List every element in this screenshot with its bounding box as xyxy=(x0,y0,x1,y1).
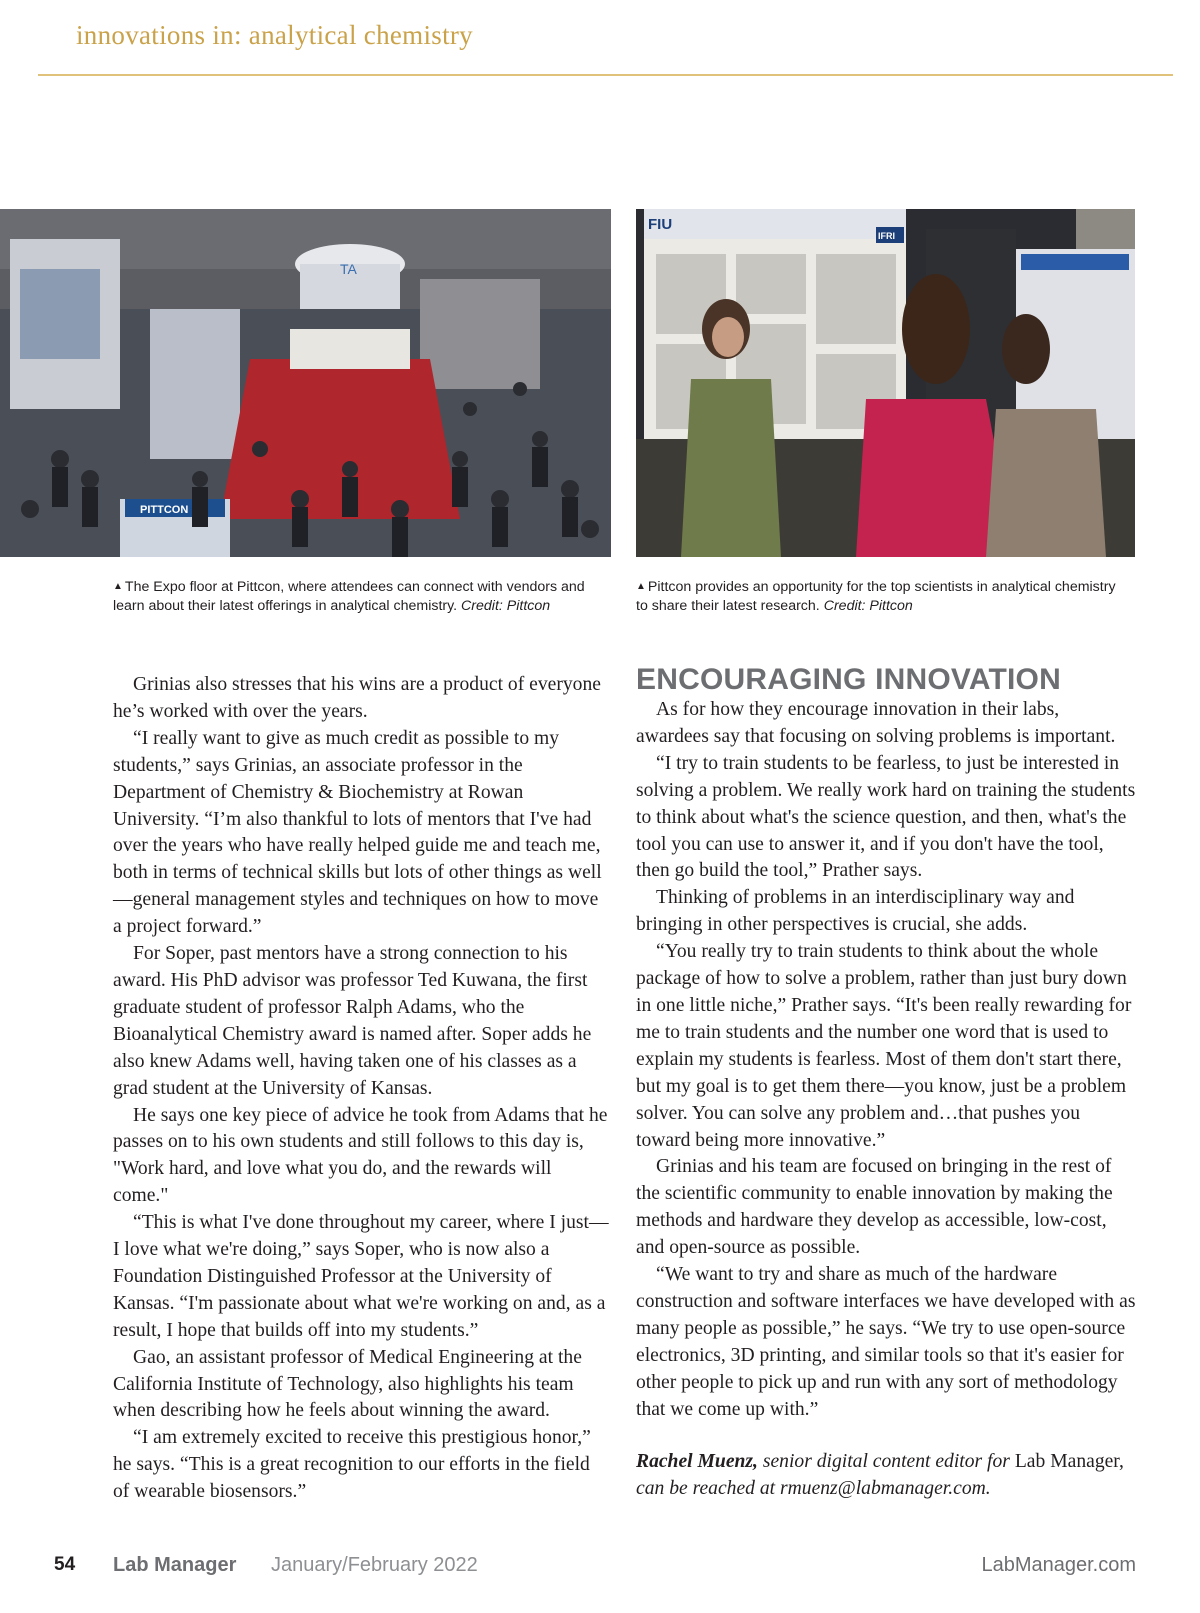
publication-name: Lab Manager, xyxy=(1014,1451,1124,1473)
poster-session-photo xyxy=(636,209,1135,557)
poster-logo-ifri: IFRI xyxy=(878,231,895,241)
booth-sign-pittcon: PITTCON xyxy=(140,504,189,516)
paragraph: Grinias also stresses that his wins are a product of everyone he’s worked with over the years. xyxy=(113,674,601,722)
paragraph: “I try to train students to be fearless, to just be interested in solving a problem. We really work hard on training the students to think about what's the science question, and then, what's the tool you can use to answer it, and if you don't have the tool, then go build the tool,” Prather says. xyxy=(636,752,1136,882)
author-name: Rachel Muenz, xyxy=(636,1451,758,1473)
author-contact: can be reached at rmuenz@labmanager.com. xyxy=(636,1478,991,1500)
caption-arrow-icon: ▲ xyxy=(636,581,646,592)
paragraph: “I really want to give as much credit as possible to my students,” says Grinias, an associate professor in the Department of Chemistry & Biochemistry at Rowan University. “I’m also thankful to lots of mentors that I've had over the years who have really helped guide me and teach me, both in terms of technical skills but lots of other things as well—general management styles and techniques on how to move a project forward.” xyxy=(113,727,602,938)
paragraph: Grinias and his team are focused on bringing in the rest of the scientific community to enable innovation by making the methods and hardware they develop as accessible, low-cost, and open-source as possible. xyxy=(636,1156,1113,1259)
section-title: innovations in: analytical chemistry xyxy=(76,20,473,50)
expo-floor-photo xyxy=(0,209,611,557)
section-heading: ENCOURAGING INNOVATION xyxy=(636,663,1061,696)
paragraph: He says one key piece of advice he took from Adams that he passes on to his own students and still follows to this day is, "Work hard, and love what you do, and the rewards will come." xyxy=(113,1104,608,1207)
article-column-left xyxy=(113,672,610,1506)
caption-credit: Credit: Pittcon xyxy=(461,597,551,614)
paragraph: Thinking of problems in an interdisciplinary way and bringing in other perspectives is crucial, she adds. xyxy=(636,887,1075,936)
author-byline xyxy=(636,1449,1136,1503)
author-role: senior digital content editor for xyxy=(762,1451,1010,1473)
paragraph: As for how they encourage innovation in their labs, awardees say that focusing on solving problems is important. xyxy=(636,699,1116,747)
paragraph: “This is what I've done throughout my career, where I just—I love what we're doing,” says Soper, who is now also a Foundation Distinguished Professor at the University of Kansas. “I'm passionate about what we're working on and, as a result, I hope that builds off into my students.” xyxy=(113,1212,609,1341)
photo-caption-expo xyxy=(113,578,598,615)
paragraph: “I am extremely excited to receive this prestigious honor,” he says. “This is a great recognition to our efforts in the field of wearable biosensors.” xyxy=(113,1427,591,1503)
website-link[interactable]: LabManager.com xyxy=(981,1554,1136,1576)
caption-text: Pittcon provides an opportunity for the top scientists in analytical chemistry to share their latest research. xyxy=(636,579,1116,614)
paragraph: “You really try to train students to think about the whole package of how to solve a problem, rather than just bury down in one little niche,” Prather says. “It's been really rewarding for me to train students and the number one word that is used to explain my students is fearless. Most of them don't start there, but my goal is to get them there—you know, just be a problem solver. You can solve any problem and…that pushes you toward being more innovative.” xyxy=(636,941,1132,1151)
paragraph: For Soper, past mentors have a strong connection to his award. His PhD advisor was professor Ted Kuwana, the first graduate student of professor Ralph Adams, who the Bioanalytical Chemistry award is named after. Soper adds he also knew Adams well, having taken one of his classes as a grad student at the University of Kansas. xyxy=(113,943,592,1099)
page-number: 54 xyxy=(54,1554,76,1575)
caption-text: The Expo floor at Pittcon, where attendees can connect with vendors and learn about their latest offerings in analytical chemistry. xyxy=(113,579,585,614)
header-rule xyxy=(38,74,1173,76)
caption-credit: Credit: Pittcon xyxy=(823,597,913,614)
caption-arrow-icon: ▲ xyxy=(113,581,123,592)
issue-date: January/February 2022 xyxy=(271,1554,478,1576)
paragraph: Gao, an assistant professor of Medical Engineering at the California Institute of Technology, also highlights his team when describing how he feels about winning the award. xyxy=(113,1346,582,1422)
poster-logo-fiu: FIU xyxy=(648,216,673,233)
article-column-right xyxy=(636,663,1136,1503)
booth-sign-ta: TA xyxy=(340,261,357,277)
photo-caption-poster xyxy=(636,578,1131,615)
paragraph: “We want to try and share as much of the hardware construction and software interfaces we have developed with as many people as possible,” he says. “We try to use open-source electronics, 3D printing, and similar tools so that it's easier for other people to pick up and run with any sort of methodology that we come up with.” xyxy=(636,1264,1136,1420)
magazine-name: Lab Manager xyxy=(113,1554,237,1576)
page-footer xyxy=(0,1554,1200,1584)
